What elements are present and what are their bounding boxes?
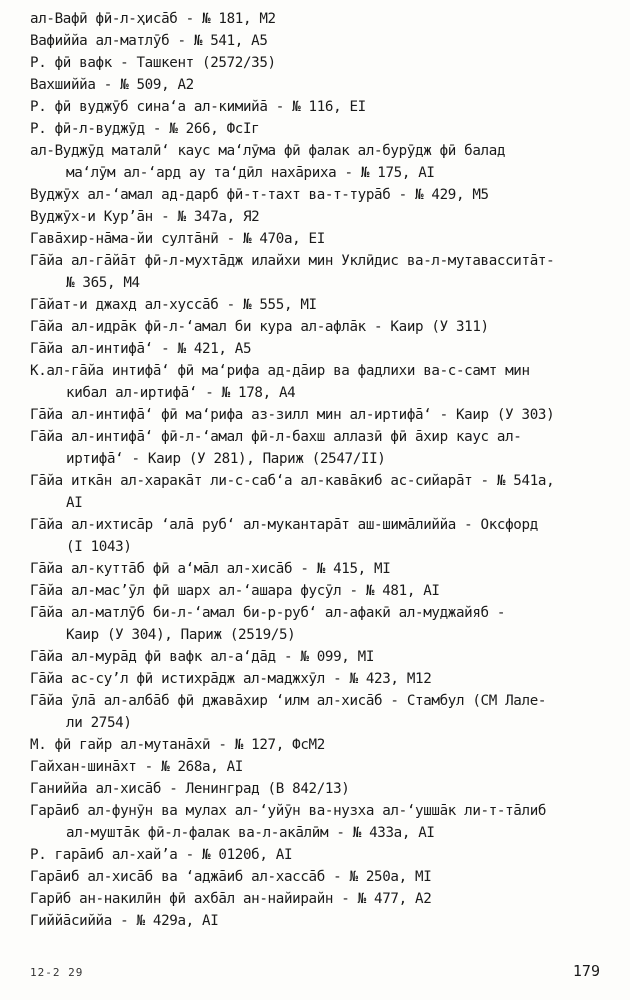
index-entry	[30, 800, 615, 844]
entry-line: Р. фӣ вуджӯб сина‘а ал-кимийā - № 116, ЕI	[30, 99, 366, 115]
entry-line: Гарāиб ал-хисāб ва ‘аджāиб ал-хассāб - № 250а, МI	[30, 869, 432, 885]
index-entry	[30, 844, 615, 866]
entry-line: Гарӣб ан-накилӣн фӣ ахбāл ан-найирайн - № 477, А2	[30, 891, 432, 907]
entry-continuation-line: ал-муштāк фӣ-л-фалак ва-л-акāлӣм - № 433а, АI	[66, 825, 435, 841]
entry-line: Гарāиб ал-фунӯн ва мулах ал-‘уйӯн ва-нузха ал-‘ушшāк ли-т-тāлиб	[30, 803, 547, 819]
index-entry	[30, 888, 615, 910]
entry-line: Гāйа ал-интифā‘ фӣ ма‘рифа аз-зилл мин ал-иртифā‘ - Каир (У 303)	[30, 407, 555, 423]
entry-line: Гайхан-шинāхт - № 268а, АI	[30, 759, 243, 775]
entry-line: Гāйа ал-ихтисāр ‘алā руб‘ ал-мукантарāт аш-шимāлиййа - Оксфорд	[30, 517, 538, 533]
index-entry	[30, 360, 615, 404]
entry-line: Гāйа ал-матлӯб би-л-‘амал би-р-руб‘ ал-афакӣ ал-муджайяб -	[30, 605, 506, 621]
entry-line: Гāйа ал-гāйāт фӣ-л-мухтāдж илайхи мин Уклӣдис ва-л-мутавасситāт-	[30, 253, 555, 269]
page-number: 179	[572, 962, 600, 980]
entry-continuation-line: кибал ал-иртифā‘ - № 178, А4	[66, 385, 296, 401]
index-entry	[30, 404, 615, 426]
index-entry	[30, 8, 615, 30]
entry-line: Гāйа ал-интифā‘ фӣ-л-‘амал фӣ-л-бахш аллазӣ фӣ āхир каус ал-	[30, 429, 522, 445]
index-entry	[30, 30, 615, 52]
entry-line: М. фӣ гайр ал-мутанāхӣ - № 127, ФсМ2	[30, 737, 325, 753]
entry-line: Гāйат-и джахд ал-хуссāб - № 555, МI	[30, 297, 317, 313]
index-entry	[30, 228, 615, 250]
entry-line: Гāйа ӯлā ал-албāб фӣ джавāхир ‘илм ал-хисāб - Стамбул (СМ Лале-	[30, 693, 547, 709]
index-entry	[30, 294, 615, 316]
entry-line: Гāйа ас-су’л фӣ истихрāдж ал-маджхӯл - № 423, М12	[30, 671, 432, 687]
entry-line: Р. фӣ-л-вуджӯд - № 266, ФсIг	[30, 121, 260, 137]
index-entry	[30, 756, 615, 778]
index-entry	[30, 734, 615, 756]
index-entry	[30, 470, 615, 514]
entry-line: Гāйа ал-куттāб фӣ а‘мāл ал-хисāб - № 415, МI	[30, 561, 391, 577]
index-entry	[30, 778, 615, 800]
entry-line: К.ал-гāйа интифā‘ фӣ ма‘рифа ад-дāир ва фадлихи ва-с-самт мин	[30, 363, 530, 379]
index-entry	[30, 580, 615, 602]
entry-line: Вафиййа ал-матлӯб - № 541, А5	[30, 33, 268, 49]
index-entry	[30, 690, 615, 734]
print-signature: 12-2 29	[30, 966, 84, 979]
entry-line: Гавāхир-нāма-йи султāнӣ - № 470а, ЕI	[30, 231, 325, 247]
index-entry	[30, 206, 615, 228]
index-entry	[30, 250, 615, 294]
entry-line: Гāйа ал-идрāк фӣ-л-‘амал би кура ал-афлāк - Каир (У 311)	[30, 319, 489, 335]
index-entry	[30, 602, 615, 646]
entry-line: ал-Вуджӯд маталӣ‘ каус ма‘лӯма фӣ фалак ал-бурӯдж фӣ балад	[30, 143, 506, 159]
entry-line: Вуджӯх-и Кур’āн - № 347а, Я2	[30, 209, 260, 225]
index-entry	[30, 338, 615, 360]
entry-continuation-line: АI	[66, 495, 83, 511]
index-entry	[30, 96, 615, 118]
index-entry	[30, 74, 615, 96]
entry-continuation-line: иртифā‘ - Каир (У 281), Париж (2547/II)	[66, 451, 386, 467]
entry-continuation-line: ма‘лӯм ал-‘ард ау та‘дӣл нахāриха - № 175, АI	[66, 165, 435, 181]
entry-continuation-line: Каир (У 304), Париж (2519/5)	[66, 627, 296, 643]
index-entry	[30, 52, 615, 74]
entry-line: Ганиййа ал-хисāб - Ленинград (В 842/13)	[30, 781, 350, 797]
index-entry	[30, 514, 615, 558]
index-entries	[30, 8, 615, 932]
entry-line: Гāйа ал-мурāд фӣ вафк ал-а‘дāд - № 099, МI	[30, 649, 375, 665]
index-entry	[30, 910, 615, 932]
index-entry	[30, 426, 615, 470]
entry-line: Р. гарāиб ал-хай’а - № 0120б, АI	[30, 847, 293, 863]
index-entry	[30, 668, 615, 690]
entry-line: Вахшиййа - № 509, А2	[30, 77, 194, 93]
index-entry	[30, 558, 615, 580]
entry-continuation-line: (I 1043)	[66, 539, 132, 555]
index-entry	[30, 316, 615, 338]
index-entry	[30, 184, 615, 206]
entry-line: Р. фӣ вафк - Ташкент (2572/35)	[30, 55, 276, 71]
entry-line: ал-Вафӣ фӣ-л-ҳисāб - № 181, М2	[30, 11, 276, 27]
entry-line: Гиййāсиййа - № 429а, АI	[30, 913, 219, 929]
entry-continuation-line: ли 2754)	[66, 715, 132, 731]
entry-line: Гāйа ал-мас’ӯл фӣ шарх ал-‘ашара фусӯл - № 481, АI	[30, 583, 440, 599]
entry-line: Гāйа ал-интифā‘ - № 421, А5	[30, 341, 252, 357]
entry-line: Вуджӯх ал-‘амал ад-дарб фӣ-т-тахт ва-т-турāб - № 429, М5	[30, 187, 489, 203]
index-entry	[30, 118, 615, 140]
entry-continuation-line: № 365, М4	[66, 275, 140, 291]
index-entry	[30, 646, 615, 668]
index-entry	[30, 866, 615, 888]
entry-line: Гāйа иткāн ал-харакāт ли-с-саб‘а ал-кавāкиб ас-сийарāт - № 541а,	[30, 473, 555, 489]
index-entry	[30, 140, 615, 184]
